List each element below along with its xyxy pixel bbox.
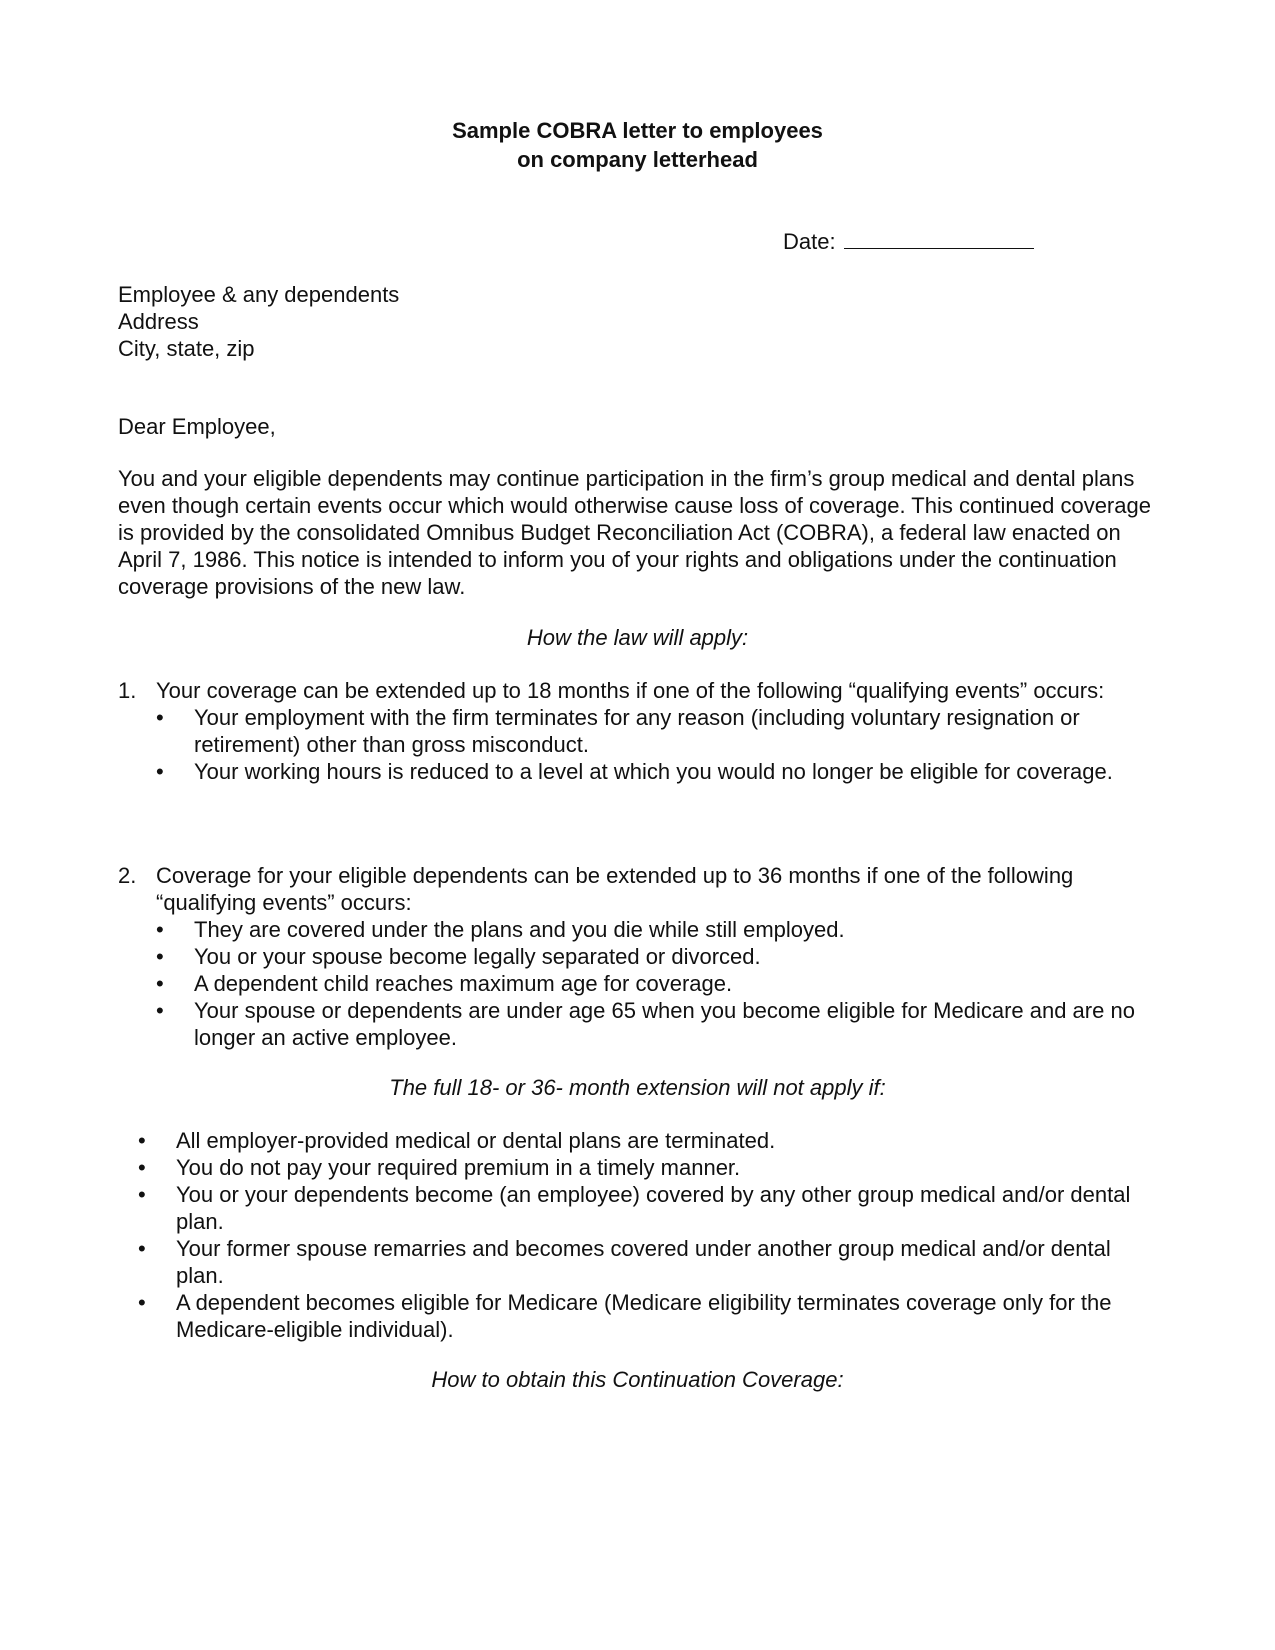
list-item-text: You do not pay your required premium in a timely manner. (176, 1155, 741, 1180)
bullet-list (156, 704, 1158, 785)
list-item-text: All employer-provided medical or dental plans are terminated. (176, 1128, 776, 1153)
list-item (156, 997, 1158, 1051)
bullet-icon: • (156, 917, 164, 942)
exclusions-list (138, 1127, 1138, 1343)
list-item (156, 916, 1158, 943)
address-block (118, 281, 399, 362)
list-item-text: You or your dependents become (an employee) covered by any other group medical and/or dental plan. (176, 1182, 1131, 1234)
salutation: Dear Employee, (118, 414, 276, 439)
list-item-text: They are covered under the plans and you die while still employed. (194, 917, 845, 942)
list-item (138, 1235, 1138, 1289)
address-line-3: City, state, zip (118, 336, 255, 361)
date-blank-line (844, 228, 1034, 249)
bullet-icon: • (138, 1236, 146, 1261)
bullet-icon: • (138, 1128, 146, 1153)
bullet-icon: • (156, 759, 164, 784)
address-line-2: Address (118, 309, 199, 334)
title-line-2: on company letterhead (517, 147, 758, 172)
list-item-text: You or your spouse become legally separated or divorced. (194, 944, 761, 969)
bullet-icon: • (138, 1182, 146, 1207)
bullet-icon: • (138, 1290, 146, 1315)
date-field (783, 228, 1034, 255)
numbered-item-1 (118, 677, 1158, 785)
numbered-item-2 (118, 862, 1158, 1051)
list-item (138, 1181, 1138, 1235)
bullet-icon: • (156, 705, 164, 730)
list-item (138, 1127, 1138, 1154)
list-item-text: Your former spouse remarries and becomes covered under another group medical and/or dental plan. (176, 1236, 1111, 1288)
item-text: Your coverage can be extended up to 18 months if one of the following “qualifying events” occurs: (156, 678, 1105, 703)
list-item-text: A dependent child reaches maximum age for coverage. (194, 971, 733, 996)
date-label: Date: (783, 229, 836, 254)
bullet-icon: • (138, 1155, 146, 1180)
intro-paragraph: You and your eligible dependents may continue participation in the firm’s group medical and dental plans even though certain events occur which would otherwise cause loss of coverage. This continued coverage is provided by the consolidated Omnibus Budget Reconciliation Act (COBRA), a federal law enacted on April 7, 1986. This notice is intended to inform you of your rights and obligations under the continuation coverage provisions of the new law. (118, 466, 1151, 599)
list-item (156, 704, 1158, 758)
item-number: 1. (118, 678, 137, 703)
section-heading-how-to-obtain: How to obtain this Continuation Coverage: (431, 1367, 844, 1392)
item-text: Coverage for your eligible dependents can be extended up to 36 months if one of the following “qualifying events” occurs: (156, 863, 1074, 915)
list-item-text: A dependent becomes eligible for Medicare (Medicare eligibility terminates coverage only for the Medicare-eligible individual). (176, 1290, 1112, 1342)
list-item (156, 758, 1158, 785)
list-item (138, 1154, 1138, 1181)
bullet-list (156, 916, 1158, 1051)
section-heading-exceptions: The full 18- or 36- month extension will not apply if: (389, 1075, 886, 1100)
section-heading-how-law-applies: How the law will apply: (526, 625, 749, 650)
address-line-1: Employee & any dependents (118, 282, 400, 307)
list-item-text: Your working hours is reduced to a level at which you would no longer be eligible for coverage. (194, 759, 1113, 784)
list-item (156, 970, 1158, 997)
bullet-icon: • (156, 971, 164, 996)
list-item-text: Your spouse or dependents are under age 65 when you become eligible for Medicare and are no longer an active employee. (194, 998, 1135, 1050)
numbered-list-2 (118, 862, 1158, 1051)
list-item (156, 943, 1158, 970)
item-number: 2. (118, 863, 137, 888)
numbered-list-1 (118, 677, 1158, 785)
list-item (138, 1289, 1138, 1343)
title-line-1: Sample COBRA letter to employees (452, 118, 823, 143)
bullet-icon: • (156, 944, 164, 969)
bullet-icon: • (156, 998, 164, 1023)
list-item-text: Your employment with the firm terminates for any reason (including voluntary resignation or retirement) other than gross misconduct. (194, 705, 1080, 757)
